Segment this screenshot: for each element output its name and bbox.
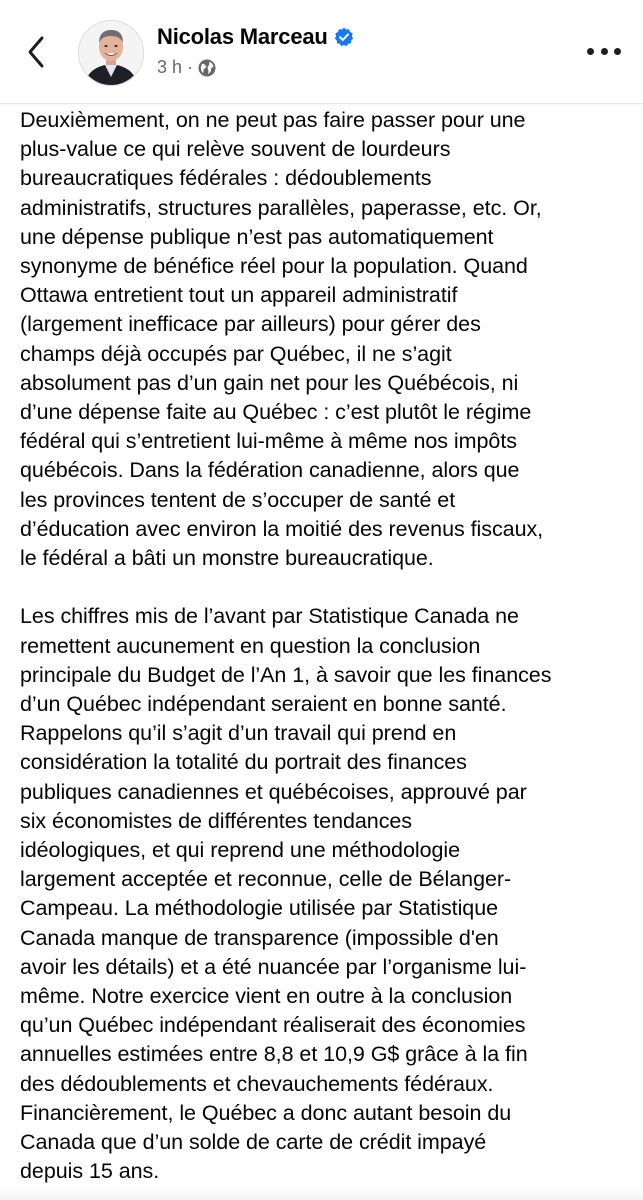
post-text-line: considération la totalité du portrait des finances <box>20 750 467 775</box>
post-text-line: champs déjà occupés par Québec, il ne s’agit <box>20 341 452 366</box>
author-row <box>157 24 354 50</box>
more-dot-icon <box>614 48 621 55</box>
post-paragraph-2 <box>20 602 632 1186</box>
post-text-line: Canada manque de transparence (impossible d'en <box>20 925 499 950</box>
post-text-line: publiques canadiennes et québécoises, approuvé par <box>20 779 527 804</box>
chevron-left-icon <box>22 32 52 72</box>
post-text-line: même. Notre exercice vient en outre à la conclusion <box>20 984 513 1009</box>
avatar[interactable] <box>78 20 144 86</box>
post-text-line: des dédoublements et chevauchements fédéraux. <box>20 1071 494 1096</box>
post-text-line: remettent aucunement en question la conclusion <box>20 633 481 658</box>
post-text-line: annuelles estimées entre 8,8 et 10,9 G$ grâce à la fin <box>20 1042 528 1067</box>
verified-badge-icon <box>334 27 354 47</box>
post-header <box>0 0 643 104</box>
post-text-line: d’un Québec indépendant seraient en bonne santé. <box>20 692 507 717</box>
post-text-line: principale du Budget de l’An 1, à savoir que les finances <box>20 662 552 687</box>
back-button[interactable] <box>22 32 52 72</box>
post-text-line: Ottawa entretient tout un appareil administratif <box>20 283 458 308</box>
post-text-line: d’éducation avec environ la moitié des revenus fiscaux, <box>20 516 544 541</box>
post-paragraph-1 <box>20 106 632 573</box>
more-options-button[interactable] <box>587 40 621 62</box>
post-text-line: Financièrement, le Québec a donc autant besoin du <box>20 1100 512 1125</box>
globe-icon[interactable] <box>198 59 216 77</box>
more-dot-icon <box>587 48 594 55</box>
post-text-line: (largement inefficace par ailleurs) pour gérer des <box>20 312 481 337</box>
post-text-line: synonyme de bénéfice réel pour la population. Quand <box>20 254 528 279</box>
post-text-line: une dépense publique n’est pas automatiquement <box>20 224 494 249</box>
post-text-line: plus-value ce qui relève souvent de lourdeurs <box>20 137 451 162</box>
post-text-line: six économistes de différentes tendances <box>20 808 413 833</box>
post-text-line: québécois. Dans la fédération canadienne, alors que <box>20 458 520 483</box>
bottom-divider <box>0 1188 643 1200</box>
post-text-line: le fédéral a bâti un monstre bureaucratique. <box>20 546 434 571</box>
post-body <box>20 106 632 1187</box>
avatar-photo <box>79 21 143 85</box>
post-text-line: absolument pas d’un gain net pour les Québécois, ni <box>20 370 519 395</box>
post-text-line: idéologiques, et qui reprend une méthodologie <box>20 838 461 863</box>
post-text-line: avoir les détails) et a été nuancée par l’organisme lui- <box>20 954 527 979</box>
author-name[interactable]: Nicolas Marceau <box>157 24 328 49</box>
post-text-line: Deuxièmement, on ne peut pas faire passer pour une <box>20 108 526 132</box>
meta-separator: · <box>187 57 194 77</box>
post-text-line: largement acceptée et reconnue, celle de Bélanger- <box>20 867 512 892</box>
more-dot-icon <box>601 48 608 55</box>
post-text-line: administratifs, structures parallèles, paperasse, etc. Or, <box>20 195 542 220</box>
post-text-line: Les chiffres mis de l’avant par Statistique Canada ne <box>20 604 519 629</box>
post-text-line: Campeau. La méthodologie utilisée par Statistique <box>20 896 499 921</box>
post-meta <box>157 57 216 78</box>
post-text-line: Canada que d’un solde de carte de crédit impayé <box>20 1130 487 1155</box>
post-text-line: depuis 15 ans. <box>20 1159 160 1184</box>
post-text-line: d’une dépense faite au Québec : c’est plutôt le régime <box>20 400 532 425</box>
post-text-line: fédéral qui s’entretient lui-même à même nos impôts <box>20 429 517 454</box>
post-text-line: Rappelons qu’il s’agit d’un travail qui prend en <box>20 721 457 746</box>
post-text-line: bureaucratiques fédérales : dédoublements <box>20 166 432 191</box>
post-text-line: les provinces tentent de s’occuper de santé et <box>20 487 456 512</box>
timestamp[interactable]: 3 h <box>157 57 183 77</box>
post-text-line: qu’un Québec indépendant réaliserait des économies <box>20 1013 526 1038</box>
